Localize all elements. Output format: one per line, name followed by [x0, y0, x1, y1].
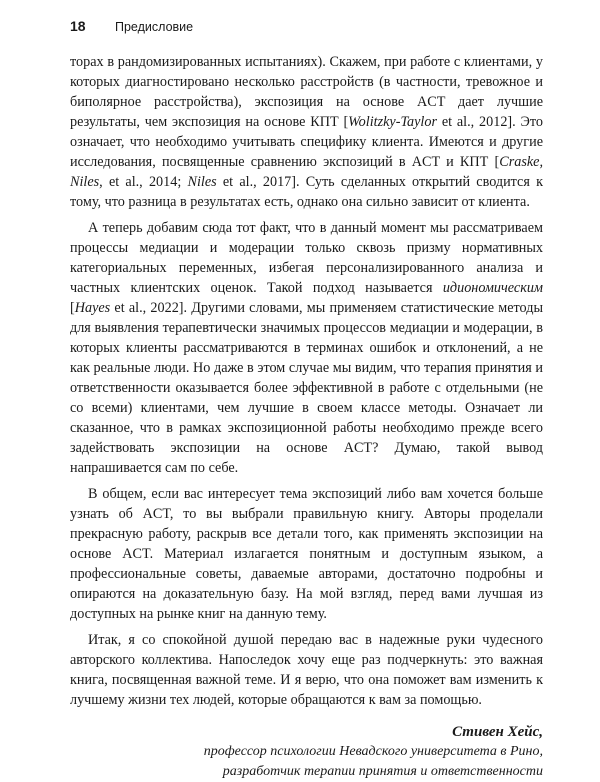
- italic-text: Wolitzky-Taylor: [348, 114, 437, 130]
- text-run: торах в рандомизированных испытаниях). Скажем, при работе с клиентами, у которых диагностировано несколько расстройств (в частности, тревожное и биполярное расстройства), экспозиция на основе ACT дает лучшие результаты, чем экспозиция на основе КПТ [: [70, 54, 543, 130]
- paragraph-2: [70, 218, 543, 478]
- author-name: Стивен Хейс,: [452, 724, 543, 740]
- text-run: et al., 2022]. Другими словами, мы применяем статистические методы для выявления терапевтически значимых процессов медиации и модерации, в которых клиенты рассматриваются в терминах ошибок и отклонений, а не как реальные люди. Но даже в этом случае мы видим, что терапия принятия и ответственности оказывается более эффективной в работе с отдельными (не со всеми) клиентами, чем лучшие в своем классе методы. Означает ли сказанное, что в рамках экспозиционной работы необходимо прежде всего задействовать экспозиции на основе ACT? Думаю, такой вывод напрашивается сам по себе.: [70, 300, 543, 476]
- page-number: 18: [70, 18, 86, 34]
- text-run: et al., 2012]. Это означает, что необходимо учитывать специфику клиента. Имеются и другие исследования, посвященные сравнению экспозиций в ACT и КПТ [: [70, 114, 543, 170]
- text-run: А теперь добавим сюда тот факт, что в данный момент мы рассматриваем процессы медиации и модерации только сквозь призму нормативных категориальных переменных, избегая персонализированного анализа и частных клиентских оценок. Такой подход называется: [70, 220, 543, 296]
- paragraph-4: [70, 630, 543, 710]
- author-role: разработчик терапии принятия и ответственности: [222, 764, 543, 779]
- text-run: [: [70, 300, 75, 316]
- running-header: [70, 18, 543, 40]
- text-run: , et al., 2014;: [99, 174, 188, 190]
- paragraph-3: [70, 484, 543, 624]
- book-page: [70, 18, 543, 782]
- body-text: [70, 52, 543, 710]
- italic-text: Craske, Niles: [70, 154, 543, 190]
- text-run: В общем, если вас интересует тема экспозиций либо вам хочется больше узнать об ACT, то вы выбрали правильную книгу. Авторы проделали прекрасную работу, раскрыв все детали того, как применять экспозиции на основе ACT. Материал излагается понятным и доступным языком, а профессиональные советы, даваемые авторами, достаточно подробны и опираются на доказательную базу. На мой взгляд, перед вами лучшая из доступных на рынке книг на данную тему.: [70, 486, 543, 622]
- running-title: Предисловие: [115, 20, 194, 34]
- text-run: Итак, я со спокойной душой передаю вас в надежные руки чудесного авторского коллектива. Напоследок хочу еще раз подчеркнуть: это важная книга, посвященная важной теме. И я верю, что она поможет вам изменить к лучшему жизни тех людей, которые обращаются к вам за помощью.: [70, 632, 543, 708]
- italic-text: идиономическим: [442, 280, 543, 296]
- italic-text: Hayes: [74, 300, 111, 316]
- text-run: et al., 2017]. Суть сделанных открытий сводится к тому, что разница в результатах есть, однако она сильно зависит от клиента.: [70, 174, 543, 210]
- signature-block: [70, 722, 543, 782]
- italic-text: Niles: [187, 174, 217, 190]
- paragraph-1: [70, 52, 543, 212]
- author-title: профессор психологии Невадского университета в Рино,: [203, 744, 543, 759]
